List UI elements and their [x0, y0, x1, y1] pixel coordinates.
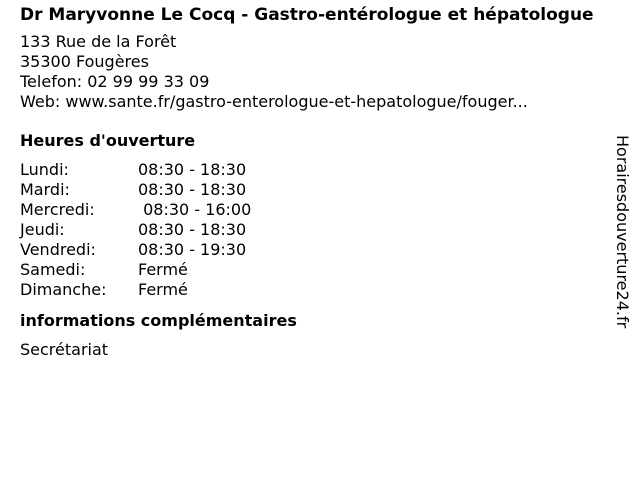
hours-day: Vendredi: — [20, 240, 96, 259]
hours-day: Lundi: — [20, 160, 69, 179]
page-title: Dr Maryvonne Le Cocq - Gastro-entérologue et hépatologue — [20, 5, 594, 25]
hours-time: 08:30 - 18:30 — [138, 220, 247, 239]
hours-day: Mardi: — [20, 180, 70, 199]
phone-number[interactable]: Telefon: 02 99 99 33 09 — [20, 72, 210, 91]
hours-time: 08:30 - 16:00 — [138, 200, 252, 219]
site-watermark: Horairesdouverture24.fr — [613, 135, 632, 329]
opening-hours-heading: Heures d'ouverture — [20, 131, 196, 150]
opening-hours-table — [20, 160, 600, 300]
hours-row — [20, 240, 600, 260]
city-postal: 35300 Fougères — [20, 52, 149, 71]
website-link[interactable]: Web: www.sante.fr/gastro-enterologue-et-hepatologue/fouger... — [20, 92, 528, 111]
hours-time: 08:30 - 18:30 — [138, 180, 247, 199]
hours-day: Dimanche: — [20, 280, 107, 299]
hours-day: Jeudi: — [20, 220, 65, 239]
hours-row — [20, 260, 600, 280]
street-address: 133 Rue de la Forêt — [20, 32, 177, 51]
hours-row — [20, 200, 600, 220]
hours-time: Fermé — [138, 260, 188, 279]
additional-info-text: Secrétariat — [20, 340, 109, 359]
hours-row — [20, 180, 600, 200]
hours-time: Fermé — [138, 280, 188, 299]
hours-row — [20, 220, 600, 240]
hours-day: Samedi: — [20, 260, 86, 279]
listing-card — [20, 6, 600, 360]
hours-row — [20, 280, 600, 300]
hours-time: 08:30 - 18:30 — [138, 160, 247, 179]
hours-day: Mercredi: — [20, 200, 95, 219]
additional-info-heading: informations complémentaires — [20, 311, 297, 330]
address-block — [20, 32, 600, 112]
hours-time: 08:30 - 19:30 — [138, 240, 247, 259]
hours-row — [20, 160, 600, 180]
